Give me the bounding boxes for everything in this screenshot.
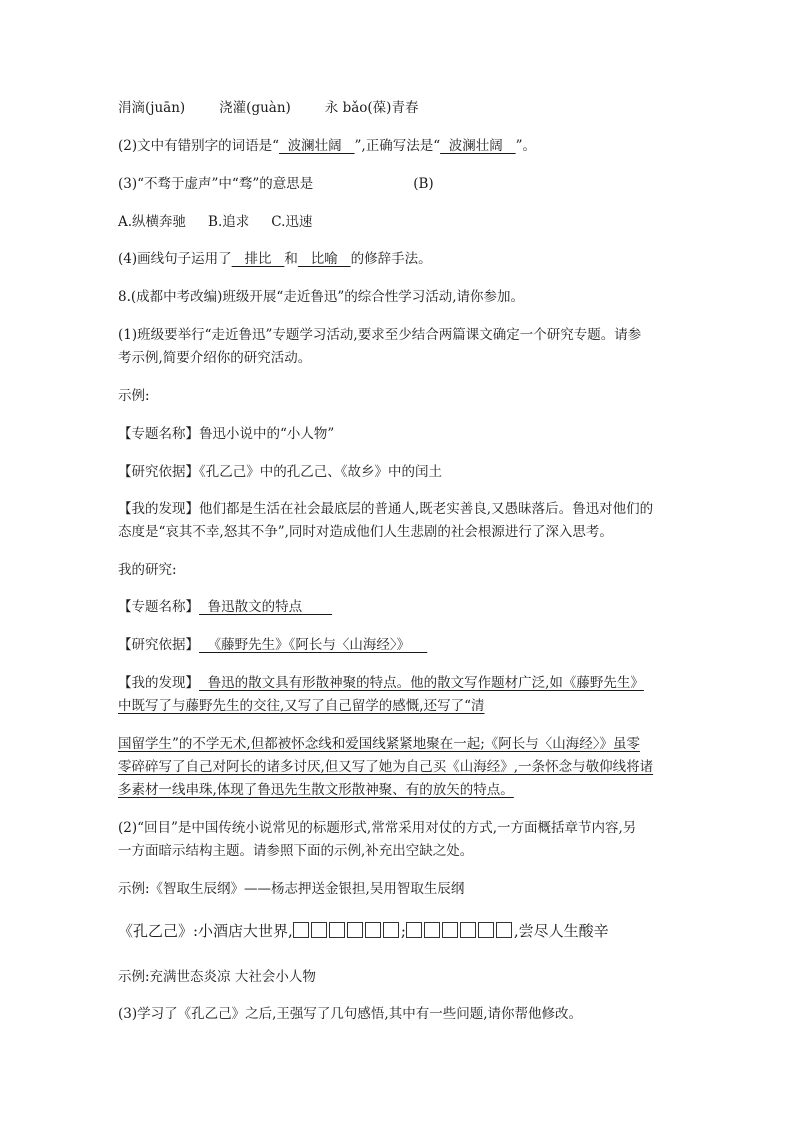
my-topic-label: 【专题名称】 <box>118 599 199 615</box>
answer-wrong-word: 波澜壮阔 <box>279 138 355 154</box>
my-finding-line3: 国留学生”的不学无术,但都被怀念线和爱国线紧紧地聚在一起;《阿长与〈山海经〉》虽零 <box>118 736 640 752</box>
question-3 <box>118 174 688 194</box>
example-basis-value: 《孔乙己》中的孔乙己、《故乡》中的闰土 <box>199 464 442 480</box>
question-2 <box>118 136 688 156</box>
question-8-1-line1: (1)班级要举行“走近鲁迅”专题学习活动,要求至少结合两篇课文确定一个研究专题。请参 <box>118 327 642 343</box>
question-4-end: 的修辞手法。 <box>350 251 432 267</box>
my-finding-label: 【我的发现】 <box>118 675 199 691</box>
question-8-2-line1: (2)“回目”是中国传统小说常见的标题形式,常常采用对仗的方式,一方面概括章节内容,另 <box>118 820 637 836</box>
question-8-intro: 8.(成都中考改编)班级开展“走近鲁迅”的综合性学习活动,请你参加。 <box>118 289 525 305</box>
answer-correct-word: 波澜壮阔 <box>440 138 516 154</box>
word-yongbao: 永 bǎo(葆)青春 <box>324 100 419 116</box>
kongyiji-end: ,尝尽人生酸辛 <box>513 922 609 940</box>
kongyiji-title: 《孔乙己》:小酒店大世界, <box>118 922 293 940</box>
question-3-text: (3)“不骛于虚声”中“骛”的意思是 <box>118 176 314 192</box>
question-2-text: (2)文中有错别字的词语是“ <box>118 138 280 154</box>
kongyiji-fill-line <box>118 921 688 941</box>
word-juandi: 涓滴(juān) <box>118 100 186 116</box>
my-finding-text1: 鲁迅的散文具有形散神聚的特点。他的散文写作题材广泛,如《藤野先生》 <box>199 675 644 691</box>
my-topic <box>118 597 688 617</box>
my-finding-line2: 中既写了与藤野先生的交往,又写了自己留学的感慨,还写了“清 <box>118 698 485 714</box>
question-4 <box>118 249 688 269</box>
question-4-mid: 和 <box>284 251 298 267</box>
blank-boxes-1[interactable] <box>293 922 401 940</box>
example-2: 示例:《智取生辰纲》——杨志押送金银担,吴用智取生辰纲 <box>118 881 465 897</box>
my-research-label: 我的研究: <box>118 562 177 578</box>
pinyin-line <box>118 98 688 118</box>
word-jiaoguan: 浇灌(guàn) <box>219 100 291 116</box>
question-4-text: (4)画线句子运用了 <box>118 251 232 267</box>
example-basis <box>118 462 688 482</box>
option-c: C.迅速 <box>271 214 313 230</box>
semicolon: ; <box>400 922 406 940</box>
example-topic-label: 【专题名称】 <box>118 426 199 442</box>
question-8-1-line2: 考示例,简要介绍你的研究活动。 <box>118 350 312 366</box>
question-8-3: (3)学习了《孔乙己》之后,王强写了几句感悟,其中有一些问题,请你帮他修改。 <box>118 1006 582 1022</box>
example-finding-line2: 态度是“哀其不幸,怒其不争”,同时对造成他们人生悲剧的社会根源进行了深入思考。 <box>118 524 613 540</box>
example-finding-text1: 他们都是生活在社会最底层的普通人,既老实善良,又愚昧落后。鲁迅对他们的 <box>199 501 654 517</box>
example-basis-label: 【研究依据】 <box>118 464 199 480</box>
example-label: 示例: <box>118 388 150 404</box>
blank-boxes-2[interactable] <box>406 922 514 940</box>
option-b: B.追求 <box>208 214 250 230</box>
question-2-mid: ”,正确写法是“ <box>354 138 441 154</box>
example-finding-label: 【我的发现】 <box>118 501 199 517</box>
options-line <box>118 212 688 232</box>
example-3: 示例:充满世态炎凉 大社会小人物 <box>118 969 316 985</box>
example-finding-line1 <box>118 499 688 519</box>
my-finding-line5: 多素材一线串珠,体现了鲁迅先生散文形散神聚、有的放矢的特点。 <box>118 782 514 798</box>
option-a: A.纵横奔驰 <box>118 214 187 230</box>
my-basis-answer: 《藤野先生》《阿长与〈山海经〉》 <box>199 637 428 653</box>
my-basis <box>118 635 688 655</box>
my-basis-label: 【研究依据】 <box>118 637 199 653</box>
answer-biyu: 比喻 <box>297 251 351 267</box>
question-8-2-line2: 一方面暗示结构主题。请参照下面的示例,补充出空缺之处。 <box>118 843 474 859</box>
my-topic-answer: 鲁迅散文的特点 <box>199 599 333 615</box>
answer-paibi: 排比 <box>231 251 285 267</box>
example-topic-value: 鲁迅小说中的“小人物” <box>199 426 335 442</box>
question-3-answer: (B) <box>413 176 434 192</box>
my-finding-line1 <box>118 673 688 693</box>
example-topic <box>118 424 688 444</box>
my-finding-line4: 零碎碎写了自己对阿长的诸多讨厌,但又写了她为自己买《山海经》,一条怀念与敬仰线将诸 <box>118 759 654 775</box>
question-2-end: ”。 <box>515 138 536 154</box>
